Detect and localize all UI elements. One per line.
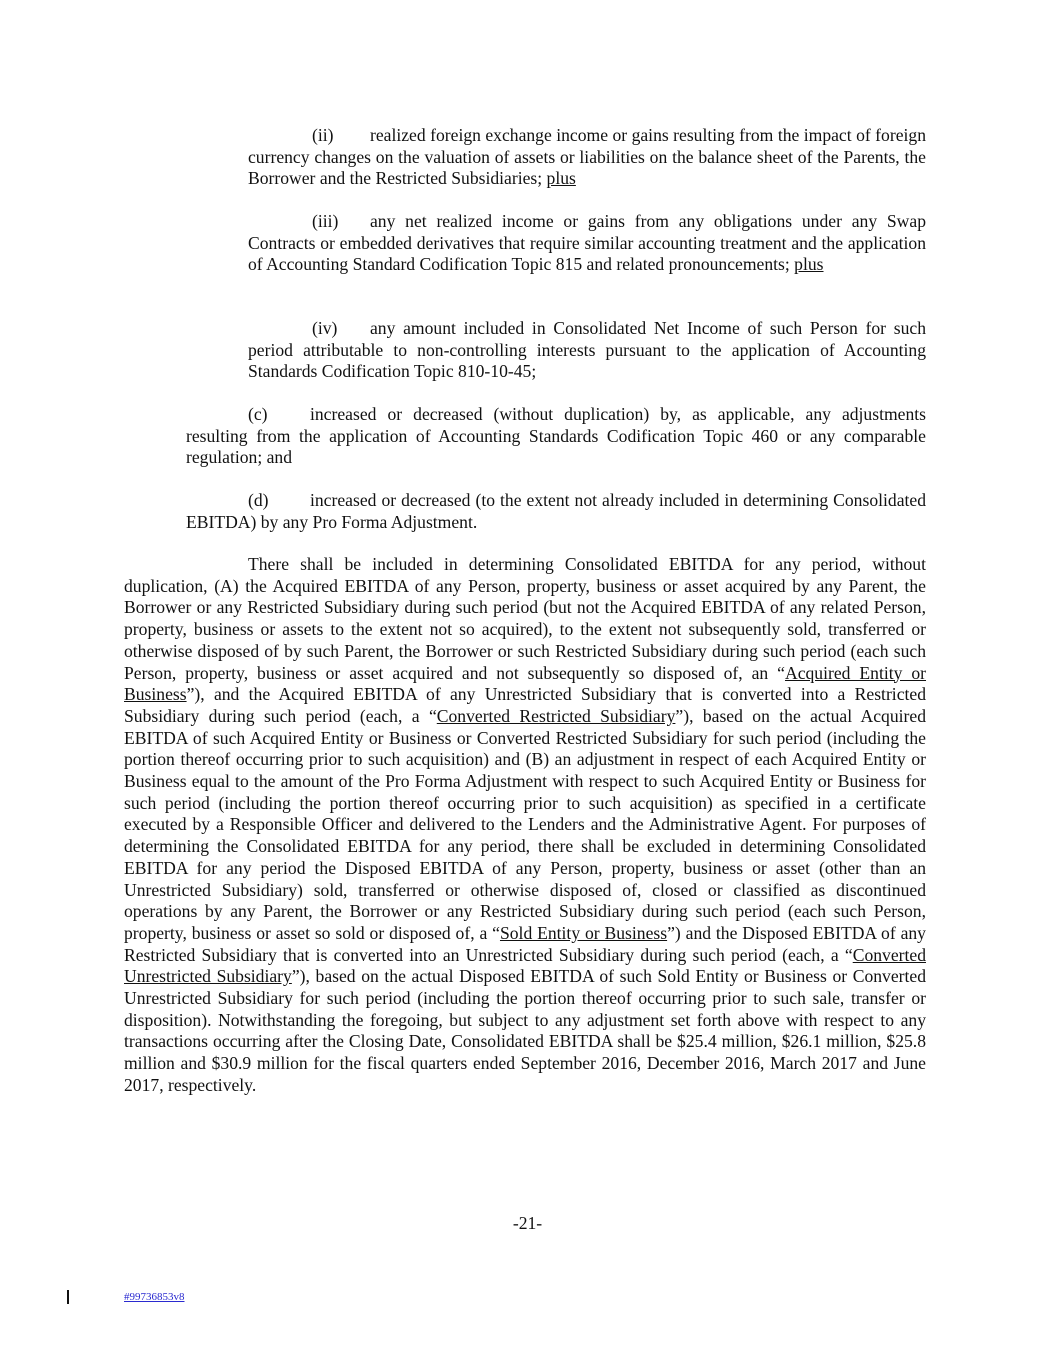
plus-term: plus [794, 254, 824, 275]
clause-label: (c) [248, 404, 268, 424]
clause-text: any amount included in Consolidated Net Income of such Person for such period attributable to non-controlling interests pursuant to the application of Accounting Standards Codification Topic 810-10-45; [248, 318, 926, 382]
text-segment: ”), based on the actual Acquired EBITDA of such Acquired Entity or Business or Converted Restricted Subsidiary for such period (including the portion thereof occurring prior to such acquisition) and (B) an adjustment in respect of each Acquired Entity or Business equal to the amount of the Pro Forma Adjustment with respect to such Acquired Entity or Business for such period (including the portion thereof occurring prior to such acquisition) as specified in a certificate executed by a Responsible Officer and delivered to the Lenders and the Administrative Agent. For purposes of determining the Consolidated EBITDA for any period, there shall be excluded in determining Consolidated EBITDA for any period the Disposed EBITDA of any Person, property, business or asset (other than an Unrestricted Subsidiary) sold, transferred or otherwise disposed of, closed or classified as discontinued operations by any Parent, the Borrower or any Restricted Subsidiary during such period (each such Person, property, business or asset so sold or disposed of, a “ [124, 705, 926, 943]
clause-iv [248, 318, 926, 383]
text-segment: ”), and the Acquired EBITDA of any Unrestricted Subsidiary that is converted into a Restricted Subsidiary during such period (each, a “ [124, 684, 926, 726]
clause-c [186, 404, 926, 469]
clause-label: (iv) [312, 318, 338, 338]
clause-text: any net realized income or gains from any obligations under any Swap Contracts or embedded derivatives that require similar accounting treatment and the application of Accounting Standard Codification Topic 815 and related pronouncements; [248, 211, 926, 275]
text-segment: ”), based on the actual Disposed EBITDA of such Sold Entity or Business or Converted Unrestricted Subsidiary for such period (including the portion thereof occurring prior to such sale, transfer or disposition). Notwithstanding the foregoing, but subject to any adjustment set forth above with respect to any transactions occurring after the Closing Date, Consolidated EBITDA shall be $25.4 million, $26.1 million, $25.8 million and $30.9 million for the fiscal quarters ended September 2016, December 2016, March 2017 and June 2017, respectively. [124, 966, 926, 1095]
defined-term: Acquired Entity or Business [124, 662, 927, 705]
clause-text: increased or decreased (to the extent not already included in determining Consolidated EBITDA) by any Pro Forma Adjustment. [186, 490, 926, 532]
plus-term: plus [546, 168, 576, 189]
clause-label: (iii) [312, 211, 339, 231]
document-id-link[interactable]: #99736853v8 [124, 1291, 185, 1303]
clause-label: (d) [248, 490, 269, 510]
defined-term: Converted Restricted Subsidiary [436, 705, 676, 726]
defined-term: Converted Unrestricted Subsidiary [124, 944, 926, 987]
change-bar [67, 1290, 69, 1304]
clause-label: (ii) [312, 125, 334, 145]
clause-d [186, 490, 926, 533]
text-segment: There shall be included in determining Consolidated EBITDA for any period, without duplication, (A) the Acquired EBITDA of any Person, property, business or asset acquired by any Parent, the Borrower or any Restricted Subsidiary during such period (but not the Acquired EBITDA of any related Person, property, business or assets to the extent not so acquired), to the extent not subsequently sold, transferred or otherwise disposed of by such Parent, the Borrower or such Restricted Subsidiary during such period (each such Person, property, business or asset acquired and not subsequently so disposed of, an “ [124, 554, 926, 683]
main-paragraph [124, 554, 926, 1097]
clause-ii [248, 125, 926, 190]
clause-text: increased or decreased (without duplication) by, as applicable, any adjustments resulting from the application of Accounting Standards Codification Topic 460 or any comparable regulation; and [186, 404, 926, 468]
page-number: -21- [512, 1213, 543, 1233]
clause-iii [248, 211, 926, 276]
defined-term: Sold Entity or Business [499, 922, 668, 943]
text-segment: ”) and the Disposed EBITDA of any Restricted Subsidiary that is converted into an Unrestricted Subsidiary during such period (each, a “ [124, 922, 926, 965]
clause-text: realized foreign exchange income or gains resulting from the impact of foreign currency changes on the valuation of assets or liabilities on the balance sheet of the Parents, the Borrower and the Restricted Subsidiaries; [248, 125, 926, 189]
